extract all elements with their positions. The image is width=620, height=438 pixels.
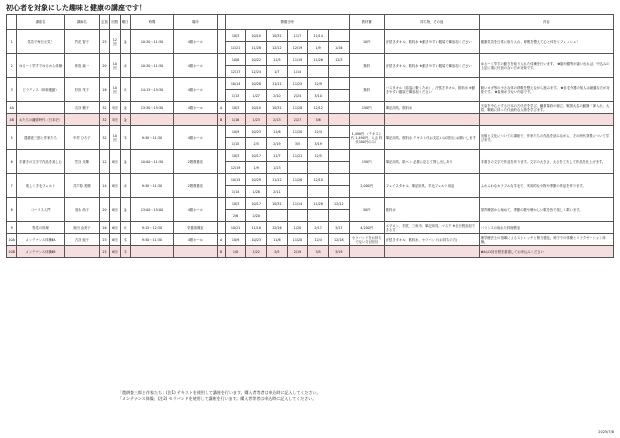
course-date: 11/20 [287,126,308,138]
course-date: 10/29 [246,174,267,186]
course-date: 10/8 [225,54,246,66]
course-teacher: 古谷 純子 [64,234,99,246]
footer-notes [118,390,321,402]
course-date: 2/5 [246,138,267,150]
course-fee: 1,490円 （テキスト代 1,490円、入会 料代300円のみ） [349,126,384,150]
course-name: おたちの鎌倉時代（日本史） [17,114,64,126]
course-date: 3/19 [308,138,329,150]
course-date: 10/28 [246,78,267,90]
course-no: 4B [7,114,17,126]
course-date: 12/16 [267,222,288,234]
course-date: 12/19 [225,162,246,174]
course-date: 2/19 [287,246,308,258]
course-fee: 2,000円 [349,174,384,198]
course-date [328,90,349,102]
course-count: 10回 [110,54,120,78]
course-date [287,210,308,222]
course-date: 10/3 [225,150,246,162]
course-date: 10/23 [246,126,267,138]
course-place: 4階ホール [174,78,217,102]
course-day: 水 [120,174,130,198]
course-date: 10/17 [246,150,267,162]
table-row [7,198,614,210]
course-date: 12/12 [328,198,349,210]
course-date: 1/9 [246,162,267,174]
course-date: 10/3 [225,198,246,210]
table-row [7,78,614,90]
course-date: 11/6 [267,126,288,138]
course-date: 1/28 [246,186,267,198]
course-capacity: 32 [99,102,109,114]
course-date: 11/14 [308,30,329,42]
course-desc: 天皇を中心とする日本の古代史を学び、鎌倉幕府の創立、戦国大名の動静「禅入れ」大将、戦略に持った代表的な人物を学びます。 [479,102,613,114]
course-date: 12/4 [308,126,329,138]
course-date: 10/3 [225,102,246,114]
course-name: ピラティス（体幹運動） [17,78,64,102]
course-desc: 出版と文化についての講座で、作家たちの作品を読みながら、その時代背景について学びます。 [479,126,613,150]
course-date: 10/22 [246,54,267,66]
course-place: 4階ホール [174,30,217,54]
course-date: 2/19 [267,138,288,150]
course-ab-flag [217,126,225,150]
course-date: 11/25 [287,78,308,90]
course-capacity: 16 [99,222,109,234]
course-date: 12/10 [308,174,329,186]
course-date: 11/28 [308,198,329,210]
table-row [7,102,614,114]
course-fee [349,246,384,258]
header-desc: 内容 [479,15,613,30]
table-row [7,30,614,42]
course-no: 10B [7,246,17,258]
header-day: 曜日 [120,15,130,30]
course-name: 気功で毎日元気！ [17,30,64,54]
course-date [328,174,349,186]
course-date: 11/5 [267,54,288,66]
course-date [328,138,349,150]
course-date: 2/24 [287,90,308,102]
course-name: 楽しく手毛フェルト [17,174,64,198]
course-date [328,162,349,174]
course-count: 8回 [110,150,120,174]
course-items: 飲料水 [384,198,479,222]
course-count: 10回 [110,78,120,102]
course-day: 金 [120,114,130,126]
course-no: 1 [7,30,17,54]
course-desc: 理学療法士の指導によるストレッチと筋力強化。椅子での体操とリラクゼーション体操。 [479,234,613,246]
course-date [267,210,288,222]
course-count: 5回 [110,114,120,126]
course-ab-flag [217,150,225,174]
course-name: メンテナンス体操ⅡA [17,234,64,246]
course-count: 6回 [110,222,120,234]
course-fee: 150円 [349,102,384,114]
course-no: 7 [7,174,17,198]
course-capacity: 25 [99,30,109,54]
course-date: 11/18 [246,222,267,234]
course-date: 1/22 [246,246,267,258]
course-count: 10回 [110,126,120,150]
course-fee: 4,200円 [349,222,384,234]
course-teacher: 杉田 茂子 [64,78,99,102]
header-name: 講座名 [17,15,64,30]
course-date: 12/19 [287,42,308,54]
course-fee [349,114,384,126]
course-capacity: 20 [99,198,109,222]
course-items: 汗拭きタオル、飲料水、セラバンド(お持ちの方) [384,234,479,246]
course-time [130,246,173,258]
course-fee: 無料 [349,54,384,78]
course-date: 11/11 [267,78,288,90]
course-date: 11/7 [267,150,288,162]
course-date: 12/18 [328,234,349,246]
course-no: 4A [7,102,17,114]
course-teacher: 井戸原 美穂 [64,174,99,198]
course-date: 1/23 [267,162,288,174]
course-teacher: 仲島 誠一 [64,54,99,78]
course-day: 金 [120,198,130,222]
course-no: 6 [7,150,17,174]
course-teacher [64,114,99,126]
course-date: 1/7 [267,66,288,78]
course-place [174,114,217,126]
course-date: 11/20 [287,234,308,246]
course-date: 1/27 [246,90,267,102]
course-capacity: 20 [99,54,109,78]
course-ab-flag: B [217,114,225,126]
course-date: 1/8 [225,246,246,258]
course-date: 2/5 [267,246,288,258]
course-place [174,246,217,258]
course-name: 男性の料理 [17,222,64,234]
course-date: 11/6 [267,234,288,246]
header-items: 持ち物、その他 [384,15,479,30]
course-date: 11/26 [308,54,329,66]
course-day: 木 [120,246,130,258]
course-items [384,246,479,258]
course-date [328,78,349,90]
course-date: 12/12 [267,42,288,54]
table-row [7,126,614,138]
course-place: 4階ホール [174,126,217,150]
course-count: 8回 [110,198,120,222]
header-cap: 定員 [99,15,109,30]
course-date: 1/16 [328,42,349,54]
course-date [328,102,349,114]
course-date [328,210,349,222]
course-capacity: 14 [99,174,109,198]
course-date: 2/10 [267,90,288,102]
course-teacher: 吉谷 穂子 [64,102,99,114]
course-date [328,66,349,78]
course-ab-flag [217,198,225,222]
course-items: 筆記用具、飲料水 [384,102,479,114]
footer-note-2: 「メンテナンス体操」(注2) セラバンドを使用して講座を行います。購入者等者は申込時に記入してください。 [118,396,317,401]
course-date: 10/10 [246,102,267,114]
header-no [7,15,17,30]
course-desc: 健康気功を日常に取り入れ、呼吸を整えて心と体をリフレッシュ！ [479,30,613,54]
course-fee: 無料 [349,78,384,102]
table-row [7,234,614,246]
course-date: 1/15 [225,138,246,150]
course-day: 火 [120,222,130,234]
course-date [328,126,349,138]
course-place: 4階ホール [174,54,217,78]
course-ab-flag [217,174,225,198]
page-title: 初心者を対象にした趣味と健康の講座です！ [6,4,146,12]
course-time: 14:15～15:30 [130,78,173,102]
course-teacher: 須永 尚子 [64,198,99,222]
course-date: 11/21 [225,42,246,54]
course-fee: 50円 [349,198,384,222]
course-date: 1/9 [308,42,329,54]
course-count: 6回 [110,234,120,246]
course-date: 11/12 [267,174,288,186]
course-teacher: 中村 ひろ子 [64,126,99,150]
course-place: 2階教養室 [174,174,217,198]
course-day: 金 [120,102,130,114]
course-date: 12/24 [246,66,267,78]
header-dates: 開催日時 [225,15,349,30]
course-count: 8回 [110,174,120,198]
table-row [7,174,614,186]
course-date: 10/14 [225,78,246,90]
course-time [130,114,173,126]
header-row [7,15,614,30]
course-rows [7,30,614,258]
course-date: 2/27 [287,114,308,126]
course-time: 10:00～11:30 [130,150,173,174]
course-name: 手書きの文字で作品を楽しむ [17,150,64,174]
header-place: 場所 [174,15,217,30]
table-row [7,150,614,162]
course-date: 3/10 [308,90,329,102]
course-count: 12回 [110,30,120,54]
course-date: 10/17 [246,198,267,210]
course-date: 11/7 [287,30,308,42]
course-date: 2/11 [267,186,288,198]
course-date: 1/16 [225,114,246,126]
course-time: 9:30～11:30 [130,126,173,150]
course-desc: 手書きの文字で作品を作ります。文字の大きさ、太さを工夫して作品を仕上げます。 [479,150,613,174]
course-day: 水 [120,54,130,78]
course-name: コーラス入門 [17,198,64,222]
course-date: 11/28 [246,42,267,54]
course-day: 金 [120,150,130,174]
course-date: 3/17 [328,222,349,234]
header-fee: 教材費 [349,15,384,30]
course-date: 12/5 [308,150,329,162]
course-date: 10/15 [225,174,246,186]
course-ab-flag: A [217,234,225,246]
course-place: 栄養指導室 [174,222,217,234]
footer-note-1: 「農耕査三郎と作家たち」(注1) テキストを使用して講座を行います。購入者等者は申込時に記入してください。 [118,390,321,395]
course-date: 10/31 [267,198,288,210]
course-no: 9 [7,222,17,234]
course-date: 1/13 [225,90,246,102]
course-count: 6回 [110,246,120,258]
course-no: 10A [7,234,17,246]
course-date: 3/5 [308,246,329,258]
course-teacher: 笠谷 光輝 [64,150,99,174]
course-date: 2/13 [267,114,288,126]
course-day: 金 [120,30,130,54]
course-date: 11/19 [287,54,308,66]
course-teacher [64,246,99,258]
course-name [17,102,64,114]
course-capacity: 25 [99,234,109,246]
course-date: 10/9 [225,126,246,138]
course-no: 5 [7,126,17,150]
course-name: ゆるーく竿すでゆるから体操 [17,54,64,78]
table-row [7,246,614,258]
course-no: 3 [7,78,17,102]
course-date: 1/23 [246,114,267,126]
course-desc: ゆるーく竿すの動きを取り入れた体操を行います。 ✿脳や腱等が違い出れば、中込みの上記に現に付加のない方が対象です。 [479,54,613,78]
course-date: 3/19 [328,246,349,258]
table-row [7,222,614,234]
course-time: 9:15～12:30 [130,222,173,234]
header-ab [217,15,225,30]
course-date: 10/9 [225,234,246,246]
course-items: 筆記用具、飲料水 テキスト代お支払いは初回にお願いします [384,126,479,150]
course-capacity: 32 [99,126,109,150]
course-name: 農耕査三郎と作家たち [17,126,64,150]
course-date: 10/31 [267,102,288,114]
table-row [7,114,614,126]
course-teacher: 高田 由美子 [64,222,99,234]
course-time: 13:30～15:30 [130,102,173,114]
document-date: 2025/7/8 [598,430,614,434]
course-place: 4階ホール [174,234,217,246]
course-date: 1/14 [287,66,308,78]
course-date: 12/12 [308,102,329,114]
course-ab-flag [217,30,225,54]
course-date: 10/21 [225,222,246,234]
course-capacity: 16 [99,78,109,102]
course-date [308,66,329,78]
course-ab-flag: A [217,102,225,114]
course-date: 2/17 [308,222,329,234]
course-ab-flag [217,222,225,234]
course-items: 筆記用具、紙ペン 必要に応じて貸し出しあり [384,150,479,174]
course-date [287,162,308,174]
course-items: バスタオル（結巡に敷くため）、汗拭きタオル、飲料水 ※動きやすい服装で御参加ください [384,78,479,102]
course-place: 4階ホール [174,198,217,222]
course-date: 10/3 [225,30,246,42]
course-desc: 軽いヨガ等の小さな体の呼吸を整えながら進みます。 ✿自宅介護の知人は最適な方が対象です。 ✿負荷が少ない内容です。 [479,78,613,102]
course-ab-flag: B [217,246,225,258]
course-items: フェイスタオル、筆記用具、羊毛フェルト用品 [384,174,479,198]
course-ab-flag [217,54,225,78]
course-fee: セラバンドをお持ちでない方(各回) [349,234,384,246]
course-date [308,162,329,174]
course-date: 11/26 [287,174,308,186]
course-items: エプロン、手拭、三角巾、筆記用具、マスク ※全日程参加できる方 [384,222,479,234]
course-items: 汗拭きタオル、飲料水 ※動きやすい服装で御参加ください [384,30,479,54]
course-day: 木 [120,234,130,246]
header-teacher: 講師名 [64,15,99,30]
course-desc [479,114,613,126]
header-time: 時間 [130,15,173,30]
course-date: 10/23 [246,234,267,246]
course-date: 3/5 [287,138,308,150]
course-date: 11/28 [287,102,308,114]
course-place: 2階教養室 [174,150,217,174]
course-items [384,114,479,126]
course-time: 9:30～11:30 [130,174,173,198]
course-date: 12/9 [308,78,329,90]
course-fee: 150円 [349,150,384,174]
course-day: 木 [120,126,130,150]
course-date: 3/6 [308,114,329,126]
course-time: 10:30～11:30 [130,30,173,54]
course-date: 11/14 [287,198,308,210]
course-count: 5回 [110,102,120,114]
course-date [328,114,349,126]
course-date [328,186,349,198]
course-capacity: 12 [99,150,109,174]
course-time: 10:30～11:30 [130,54,173,78]
course-fee: 10円 [349,30,384,54]
course-date [328,150,349,162]
course-date: 2/20 [246,210,267,222]
course-date: 1/14 [225,186,246,198]
course-name: メンテナンス体操ⅡB [17,246,64,258]
course-place: 4階ホール [174,102,217,114]
course-date: 10/10 [246,30,267,42]
course-date: 12/17 [225,66,246,78]
course-date [308,210,329,222]
course-day: 火 [120,78,130,102]
course-table [6,14,614,258]
header-count: 回数 [110,15,120,30]
course-desc: ✿Aは1回日程を重複してお申込みください [479,246,613,258]
course-date [328,30,349,42]
course-date: 1/20 [287,222,308,234]
course-date [308,186,329,198]
course-capacity: 32 [99,114,109,126]
course-date: 2/6 [225,210,246,222]
course-date: 10/31 [267,30,288,42]
course-capacity: 25 [99,246,109,258]
course-date: 12/3 [328,54,349,66]
course-items: 汗拭きタオル、飲料水 ※動きやすい服装で御参加ください [384,54,479,78]
table-row [7,54,614,66]
course-no: 8 [7,198,17,222]
course-desc: ふわふわなカラフルな羊毛で、実用的な小物や季節の作品を作ります。 [479,174,613,198]
course-date: 11/21 [287,150,308,162]
course-desc: 発声練習から始めて、季節の歌や懐かしい歌を皆で楽しく歌います。 [479,198,613,222]
course-no: 2 [7,54,17,78]
course-time: 9:30～11:30 [130,234,173,246]
course-date [287,186,308,198]
course-teacher: 竹花 智子 [64,30,99,54]
course-ab-flag [217,78,225,102]
course-time: 13:00～15:00 [130,198,173,222]
course-date: 12/4 [308,234,329,246]
course-desc: バランスの取れた料理教室 [479,222,613,234]
